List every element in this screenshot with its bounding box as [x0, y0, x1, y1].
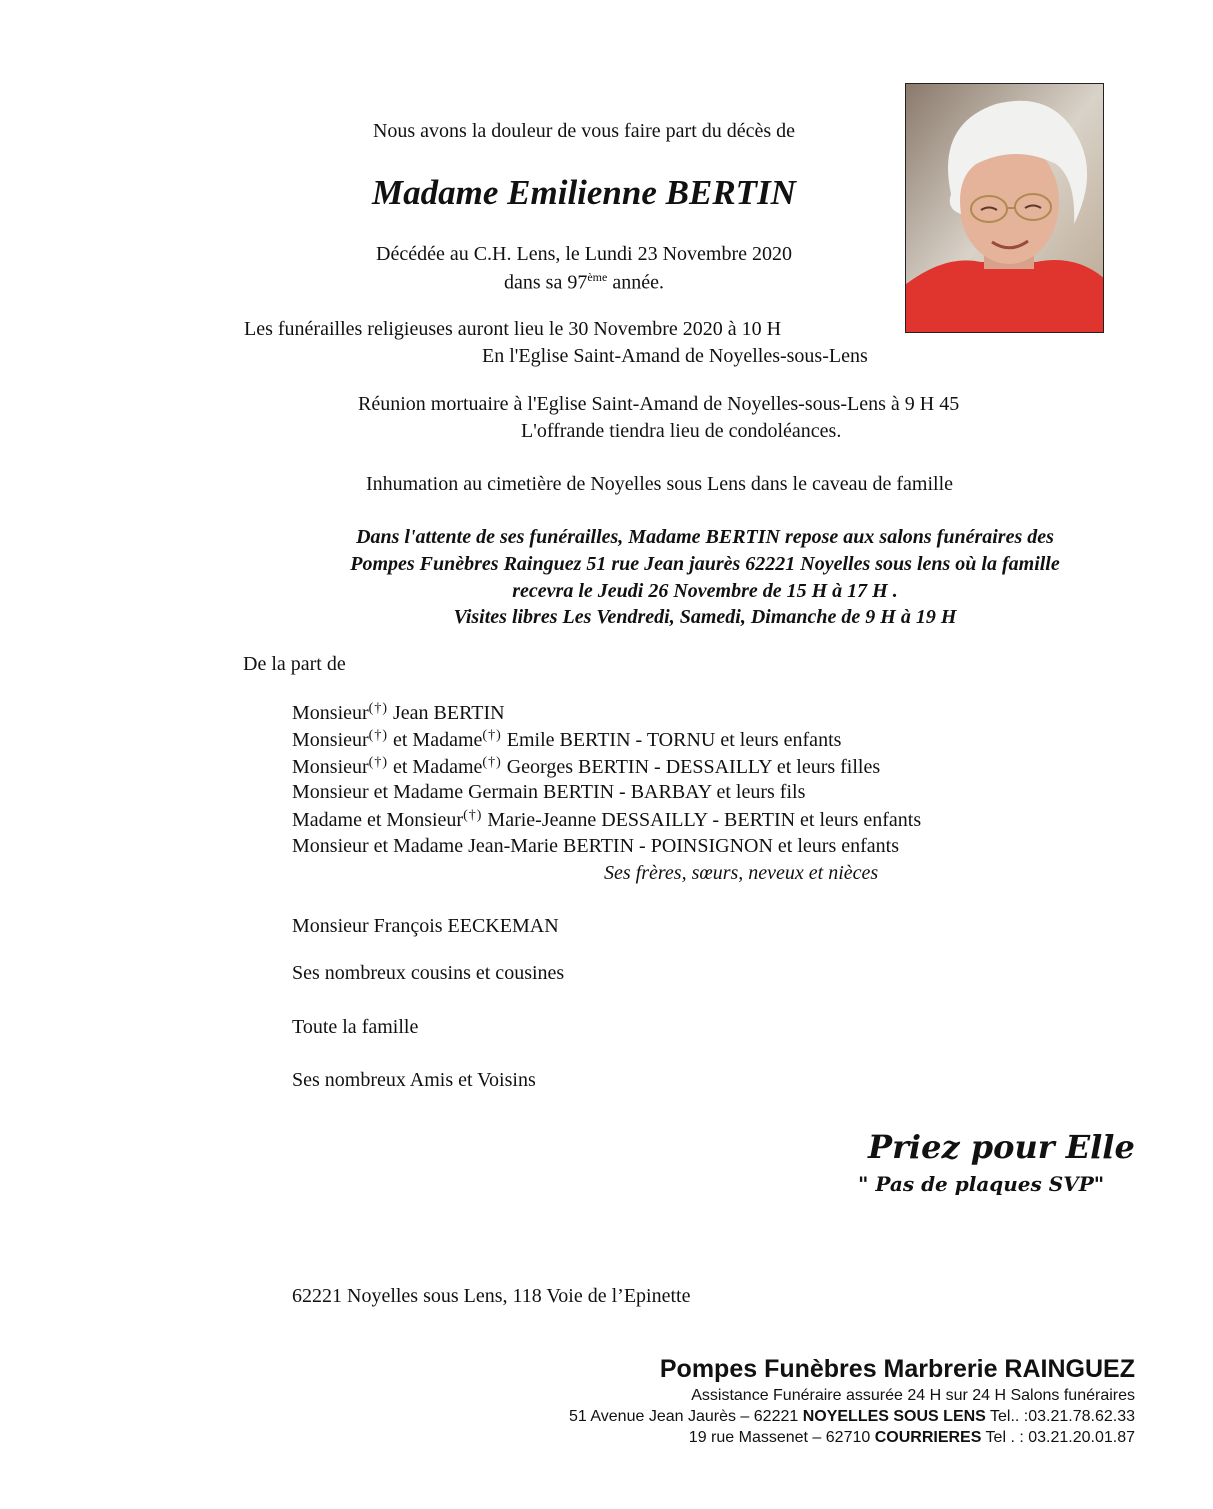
cross-icon: (†): [482, 728, 502, 743]
from-label: De la part de: [243, 653, 346, 675]
age-text: dans sa 97: [504, 271, 588, 294]
cross-icon: (†): [463, 808, 483, 823]
age-suffix: ème: [587, 270, 608, 284]
repose-line-4: Visites libres Les Vendredi, Samedi, Dimanche de 9 H à 19 H: [453, 606, 957, 628]
cross-icon: (†): [368, 755, 388, 770]
death-line-1: Décédée au C.H. Lens, le Lundi 23 Novembre 2020: [376, 243, 792, 265]
company-phone: Tel . : 03.21.20.01.87: [981, 1429, 1135, 1446]
company-city: COURRIERES: [874, 1429, 982, 1446]
company-phone: Tel.. :03.21.78.62.33: [985, 1408, 1135, 1425]
address-line: 62221 Noyelles sous Lens, 118 Voie de l’Epinette: [292, 1285, 691, 1307]
cousins-line: Ses nombreux cousins et cousines: [292, 962, 565, 984]
reunion-line-1: Réunion mortuaire à l'Eglise Saint-Amand de Noyelles-sous-Lens à 9 H 45: [358, 393, 960, 415]
family-row-2: [292, 728, 841, 752]
repose-line-3: recevra le Jeudi 26 Novembre de 15 H à 17 H .: [512, 580, 898, 602]
prayer-text: Priez pour Elle: [868, 1128, 1135, 1166]
family-all-line: Toute la famille: [292, 1016, 419, 1038]
portrait-photo: [905, 83, 1104, 333]
portrait-photo-icon: [906, 84, 1104, 333]
family-row-6: Monsieur et Madame Jean-Marie BERTIN - POINSIGNON et leurs enfants: [292, 835, 899, 857]
family-name: Marie-Jeanne DESSAILLY - BERTIN et leurs enfants: [482, 809, 922, 831]
company-line-3: [689, 1429, 1135, 1447]
company-address: 51 Avenue Jean Jaurès – 62221: [569, 1408, 803, 1425]
cross-icon: (†): [368, 728, 388, 743]
family-title: Madame et Monsieur: [292, 809, 464, 831]
no-plaques-text: " Pas de plaques SVP": [858, 1172, 1105, 1196]
year-text: année.: [607, 271, 664, 294]
siblings-line: Ses frères, sœurs, neveux et nièces: [604, 862, 879, 884]
funeral-line-1: Les funérailles religieuses auront lieu le 30 Novembre 2020 à 10 H: [244, 318, 782, 340]
family-title: Monsieur: [292, 702, 369, 724]
repose-line-1: Dans l'attente de ses funérailles, Madame BERTIN repose aux salons funéraires des: [356, 526, 1054, 548]
family-row-4: Monsieur et Madame Germain BERTIN - BARBAY et leurs fils: [292, 781, 806, 803]
company-address: 19 rue Massenet – 62710: [688, 1429, 875, 1446]
cross-icon: (†): [482, 755, 502, 770]
family-row-3: [292, 755, 880, 779]
family-name: Emile BERTIN - TORNU et leurs enfants: [501, 729, 842, 751]
deceased-name: Madame Emilienne BERTIN: [372, 173, 796, 212]
family-title: et Madame: [388, 729, 483, 751]
family-title: Monsieur: [292, 729, 369, 751]
cross-icon: (†): [368, 701, 388, 716]
francois-line: Monsieur François EECKEMAN: [292, 915, 559, 937]
family-name: Jean BERTIN: [388, 702, 505, 724]
family-title: et Madame: [388, 756, 483, 778]
family-row-1: [292, 701, 505, 725]
company-line-1: Assistance Funéraire assurée 24 H sur 24 H Salons funéraires: [691, 1387, 1135, 1404]
family-row-5: [292, 808, 921, 832]
friends-line: Ses nombreux Amis et Voisins: [292, 1069, 536, 1091]
death-line-2: [284, 270, 884, 295]
company-city: NOYELLES SOUS LENS: [802, 1408, 986, 1425]
family-title: Monsieur: [292, 756, 369, 778]
funeral-line-2: En l'Eglise Saint-Amand de Noyelles-sous-Lens: [482, 345, 868, 367]
intro-text: Nous avons la douleur de vous faire part du décès de: [372, 120, 796, 142]
burial-text: Inhumation au cimetière de Noyelles sous Lens dans le caveau de famille: [366, 473, 954, 495]
reunion-line-2: L'offrande tiendra lieu de condoléances.: [521, 420, 842, 442]
repose-line-2: Pompes Funèbres Rainguez 51 rue Jean jaurès 62221 Noyelles sous lens où la famille: [350, 553, 1060, 575]
family-name: Georges BERTIN - DESSAILLY et leurs filles: [501, 756, 881, 778]
company-name: Pompes Funèbres Marbrerie RAINGUEZ: [659, 1355, 1135, 1383]
company-line-2: [569, 1408, 1135, 1426]
